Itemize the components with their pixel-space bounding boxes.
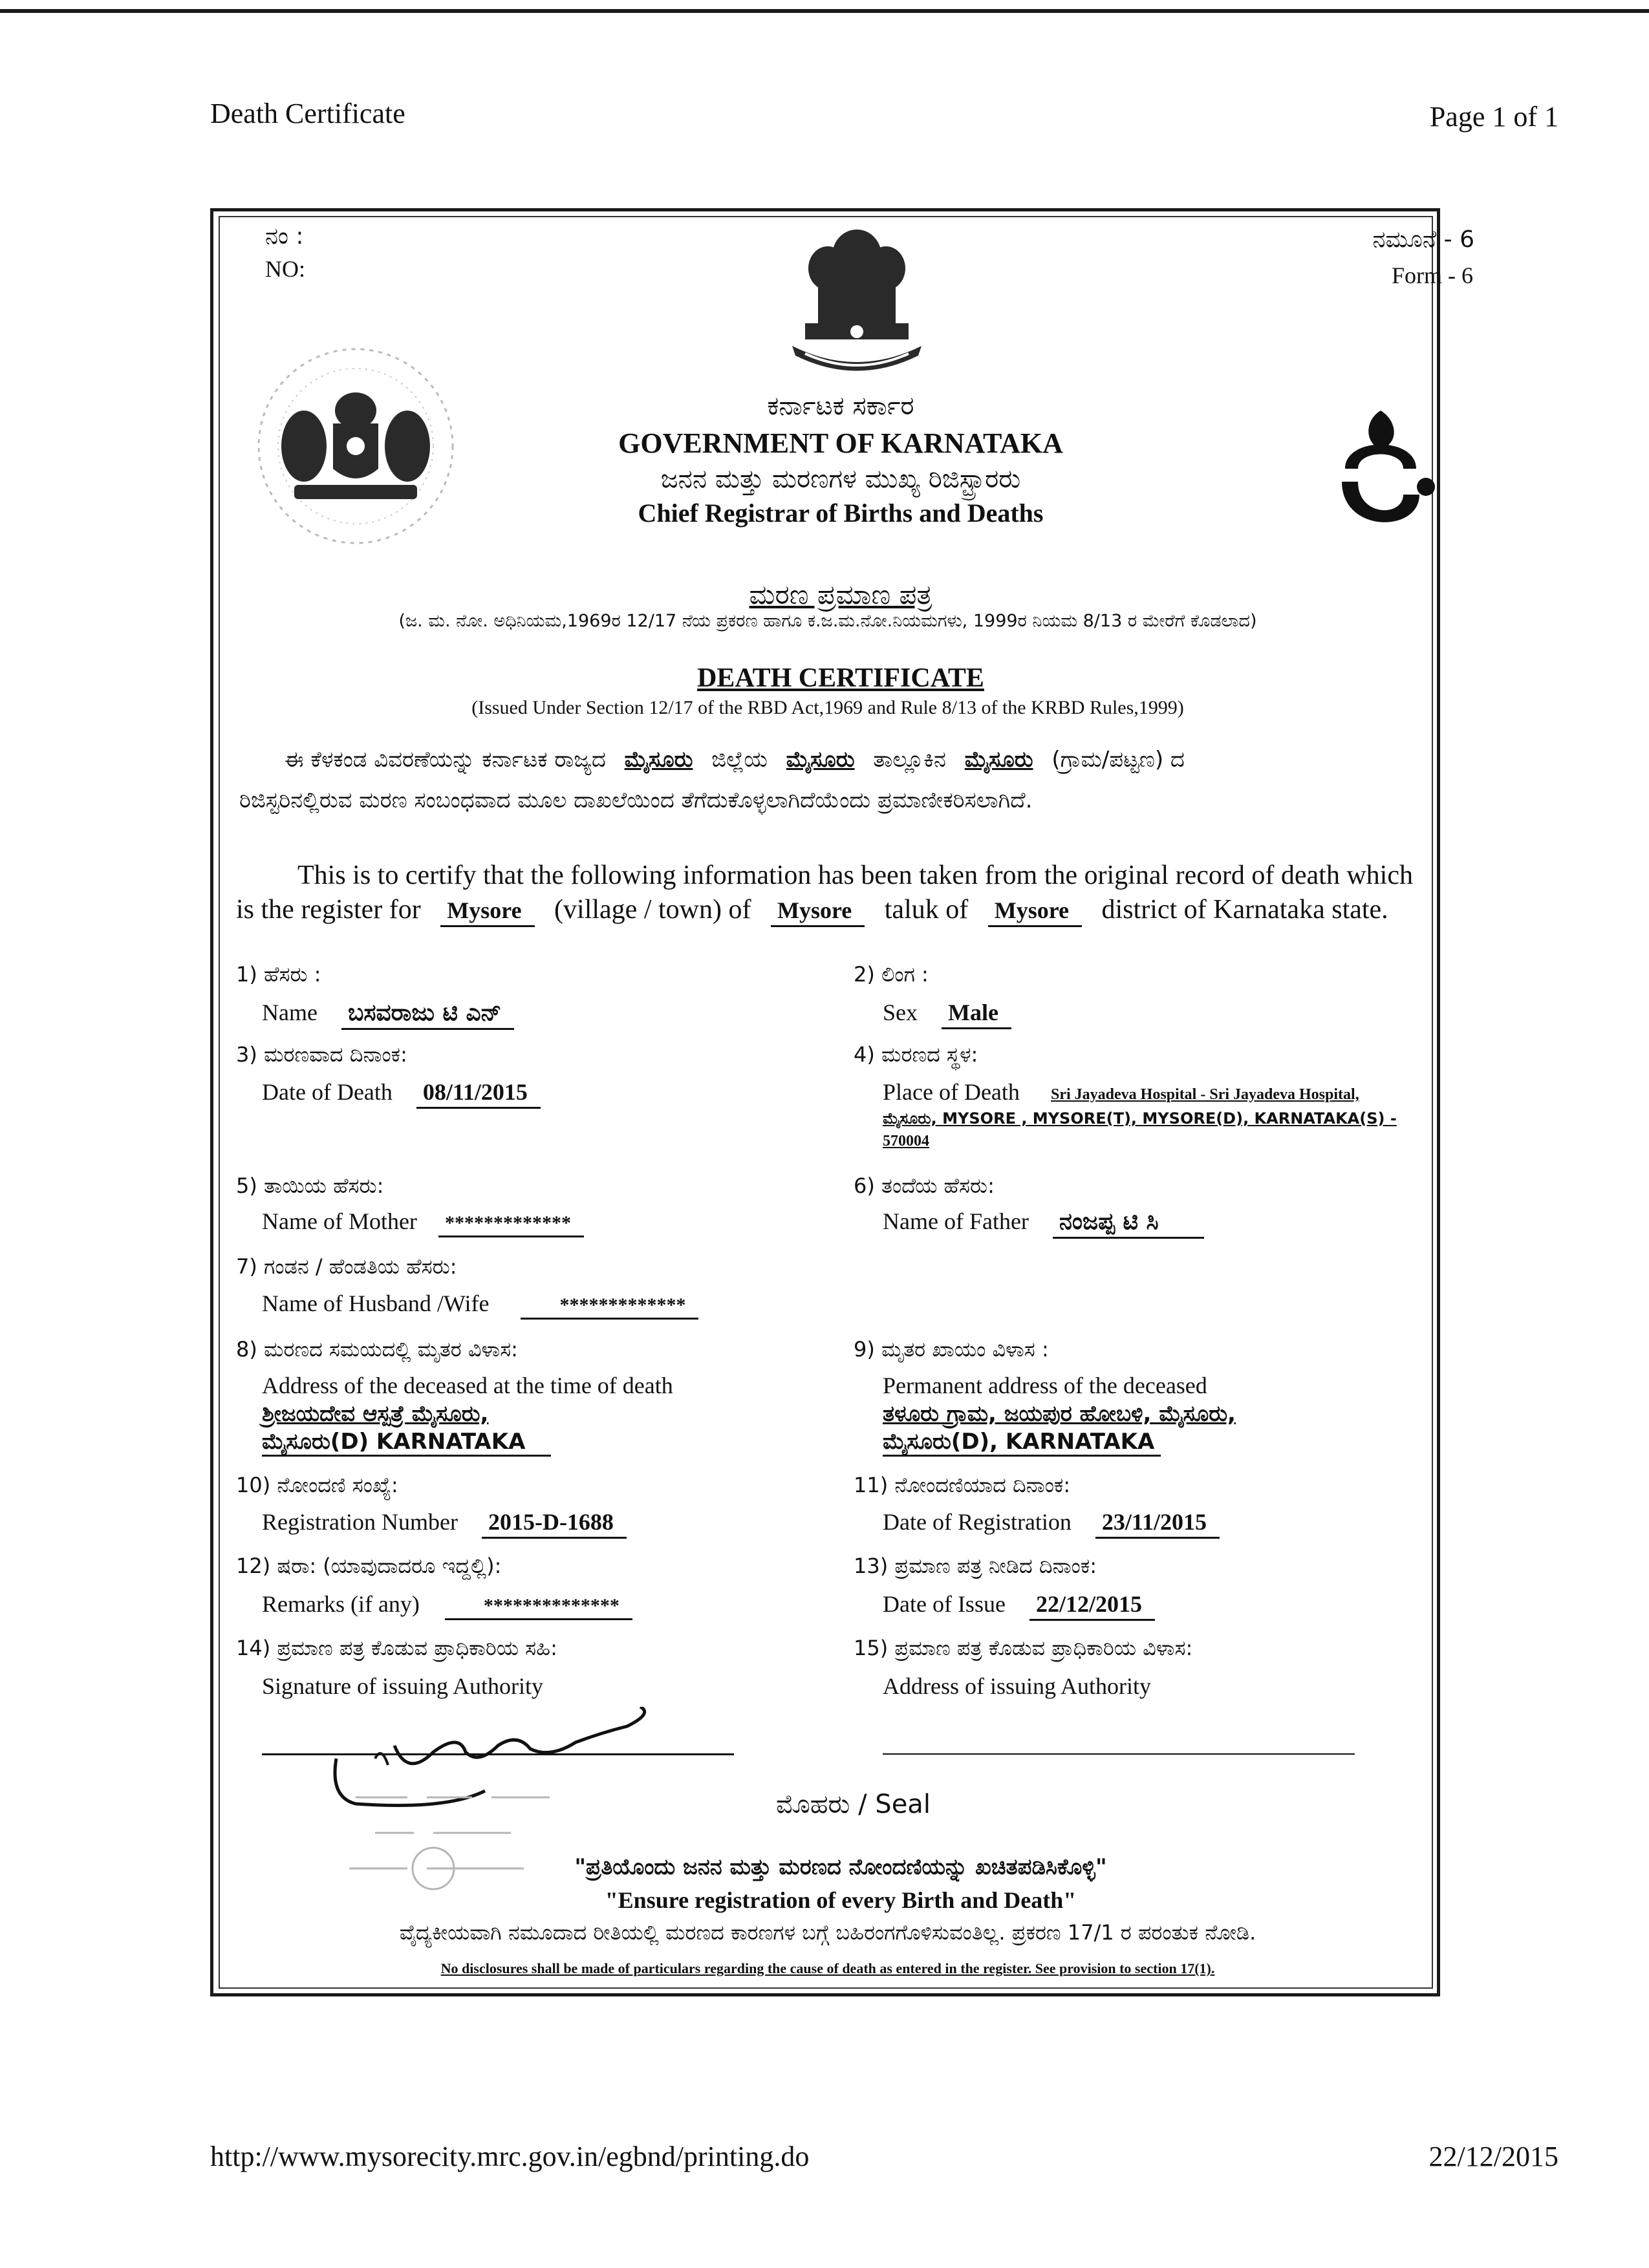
field-9-label-kn: 9) ಮೃತರ ಖಾಯಂ ವಿಳಾಸ : xyxy=(854,1337,1049,1362)
en-cert-paragraph-line1: This is to certify that the following information has been taken from the original record of death which xyxy=(297,861,1413,890)
spouse-name-value: ************* xyxy=(521,1294,698,1320)
kn-town-value: ಮೈಸೂರು xyxy=(964,747,1033,773)
page-footer-date: 22/12/2015 xyxy=(1428,2141,1558,2172)
field-10-label-en: Registration Number xyxy=(262,1509,458,1535)
kn-cert-paragraph-line2: ರಿಜಿಸ್ಟರಿನಲ್ಲಿರುವ ಮರಣ ಸಂಬಂಧವಾದ ಮೂಲ ದಾಖಲೆಯಿಂದ ತೆಗೆದುಕೊಳ್ಳಲಾಗಿದೆಯೆಂದು ಪ್ರಮಾಣೀಕರಿಸಲಾಗಿದೆ. xyxy=(239,787,1033,813)
mother-name-value: ************* xyxy=(438,1212,584,1237)
page-header-pagenum: Page 1 of 1 xyxy=(1429,101,1558,133)
form-no-kn: ನಮೂನೆ - 6 xyxy=(1372,226,1474,253)
kn-para-text-b: ಜಿಲ್ಲೆಯ xyxy=(711,747,768,773)
field-mother xyxy=(262,1208,584,1237)
field-name xyxy=(262,999,514,1030)
date-of-registration-value: 23/11/2015 xyxy=(1095,1508,1220,1539)
en-para-text-c: (village / town) of xyxy=(554,895,751,925)
gov-title-en: GOVERNMENT OF KARNATAKA xyxy=(618,427,1063,459)
en-para-text-d: taluk of xyxy=(884,895,969,925)
kn-district-value: ಮೈಸೂರು xyxy=(624,747,693,773)
field-5-label-kn: 5) ತಾಯಿಯ ಹೆಸರು: xyxy=(236,1173,384,1198)
act-reference-en: (Issued Under Section 12/17 of the RBD Act,1969 and Rule 8/13 of the KRBD Rules,1999) xyxy=(471,697,1184,718)
registration-logo-icon xyxy=(1319,398,1442,540)
cause-disclosure-kn: ವೈದ್ಯಕೀಯವಾಗಿ ನಮೂದಾದ ರೀತಿಯಲ್ಲಿ ಮರಣದ ಕಾರಣಗಳ ಬಗ್ಗೆ ಬಹಿರಂಗಗೊಳಿಸುವಂತಿಲ್ಲ. ಪ್ರಕರಣ 17/1 ರ ಪರಂತುಕ ನೋಡಿ. xyxy=(399,1920,1256,1945)
date-of-death-value: 08/11/2015 xyxy=(416,1078,541,1109)
field-13-label-kn: 13) ಪ್ರಮಾಣ ಪತ್ರ ನೀಡಿದ ದಿನಾಂಕ: xyxy=(854,1554,1097,1578)
field-4-label-en: Place of Death xyxy=(883,1079,1020,1105)
address-at-death-line2: ಮೈಸೂರು(D) KARNATAKA xyxy=(262,1429,551,1457)
en-village-value: Mysore xyxy=(440,897,534,927)
field-date-of-registration xyxy=(883,1508,1220,1539)
form-no-en: Form - 6 xyxy=(1392,262,1473,288)
field-7-label-en: Name of Husband /Wife xyxy=(262,1290,490,1316)
en-para-text-b: is the register for xyxy=(236,895,421,925)
field-9-label-en: Permanent address of the deceased xyxy=(883,1373,1207,1398)
top-rule xyxy=(0,9,1649,13)
field-date-of-death xyxy=(262,1078,541,1109)
registration-number-value: 2015-D-1688 xyxy=(482,1508,627,1539)
field-11-label-kn: 11) ನೋಂದಣಿಯಾದ ದಿನಾಂಕ: xyxy=(854,1473,1071,1497)
cert-no-kn: ನಂ : xyxy=(265,223,304,250)
field-date-of-issue xyxy=(883,1590,1155,1621)
page-footer-url: http://www.mysorecity.mrc.gov.in/egbnd/printing.do xyxy=(210,2141,810,2172)
ensure-registration-kn: "ಪ್ರತಿಯೊಂದು ಜನನ ಮತ್ತು ಮರಣದ ನೋಂದಣಿಯನ್ನು ಖಚಿತಪಡಿಸಿಕೊಳ್ಳಿ" xyxy=(574,1854,1107,1880)
field-6-label-kn: 6) ತಂದೆಯ ಹೆಸರು: xyxy=(854,1173,995,1198)
en-taluk-value: Mysore xyxy=(771,897,865,927)
registrar-title-kn: ಜನನ ಮತ್ತು ಮರಣಗಳ ಮುಖ್ಯ ರಿಜಿಸ್ಟ್ರಾರರು xyxy=(660,464,1021,494)
field-spouse xyxy=(262,1290,698,1320)
date-of-issue-value: 22/12/2015 xyxy=(1029,1590,1155,1621)
field-1-label-en: Name xyxy=(262,1000,318,1025)
cert-title-en: DEATH CERTIFICATE xyxy=(697,663,984,693)
field-7-label-kn: 7) ಗಂಡನ / ಹೆಂಡತಿಯ ಹೆಸರು: xyxy=(236,1254,457,1279)
place-of-death-line1: Sri Jayadeva Hospital - Sri Jayadeva Hospital, xyxy=(1051,1086,1359,1103)
field-14-label-kn: 14) ಪ್ರಮಾಣ ಪತ್ರ ಕೊಡುವ ಪ್ರಾಧಿಕಾರಿಯ ಸಹಿ: xyxy=(236,1636,557,1660)
kn-cert-paragraph-line1 xyxy=(239,747,1423,773)
address-at-death-line1: ಶ್ರೀಜಯದೇವ ಆಸ್ಪತ್ರೆ ಮೈಸೂರು, xyxy=(262,1401,489,1427)
field-15-label-en: Address of issuing Authority xyxy=(883,1673,1152,1699)
field-10-label-kn: 10) ನೋಂದಣಿ ಸಂಖ್ಯೆ: xyxy=(236,1473,398,1497)
field-11-label-en: Date of Registration xyxy=(883,1509,1072,1535)
sex-value: Male xyxy=(942,999,1011,1029)
field-5-label-en: Name of Mother xyxy=(262,1208,417,1234)
permanent-address-line1: ತಳೂರು ಗ್ರಾಮ, ಜಯಪುರ ಹೋಬಳಿ, ಮೈಸೂರು, xyxy=(883,1401,1236,1427)
field-father xyxy=(883,1208,1204,1239)
cause-disclosure-en: No disclosures shall be made of particulars regarding the cause of death as entered in the register. See provision to section 17(1). xyxy=(440,1960,1215,1976)
field-sex xyxy=(883,999,1011,1029)
kn-para-text-d: (ಗ್ರಾಮ/ಪಟ್ಟಣ) ದ xyxy=(1051,747,1185,773)
field-12-label-en: Remarks (if any) xyxy=(262,1591,420,1617)
field-remarks xyxy=(262,1590,632,1620)
national-emblem-icon xyxy=(766,217,947,385)
authority-address-line xyxy=(883,1753,1355,1755)
en-district-value: Mysore xyxy=(988,897,1082,927)
en-cert-paragraph-line2 xyxy=(236,894,1426,927)
en-para-text-e: district of Karnataka state. xyxy=(1101,895,1388,925)
field-1-label-kn: 1) ಹೆಸರು : xyxy=(236,962,321,987)
place-of-death-line2: ಮೈಸೂರು, MYSORE , MYSORE(T), MYSORE(D), KARNATAKA(S) - xyxy=(883,1109,1397,1128)
field-2-label-en: Sex xyxy=(883,1000,918,1025)
seal-label: ಮೊಹರು / Seal xyxy=(776,1790,931,1819)
page-header-title: Death Certificate xyxy=(210,98,405,129)
kn-para-text-a: ಈ ಕೆಳಕಂಡ ವಿವರಣೆಯನ್ನು ಕರ್ನಾಟಕ ರಾಜ್ಯದ xyxy=(285,747,606,773)
field-3-label-kn: 3) ಮರಣವಾದ ದಿನಾಂಕ: xyxy=(236,1042,407,1067)
remarks-value: ************** xyxy=(445,1595,632,1620)
field-8-label-kn: 8) ಮರಣದ ಸಮಯದಲ್ಲಿ ಮೃತರ ವಿಳಾಸ: xyxy=(236,1337,518,1362)
field-3-label-en: Date of Death xyxy=(262,1079,393,1105)
cert-no-en: NO: xyxy=(265,256,305,282)
father-name-value: ನಂಜಪ್ಪ ಟಿ ಸಿ xyxy=(1053,1208,1204,1239)
ensure-registration-en: "Ensure registration of every Birth and Death" xyxy=(605,1887,1077,1913)
field-8-label-en: Address of the deceased at the time of death xyxy=(262,1373,673,1398)
place-of-death-line3: 570004 xyxy=(883,1133,929,1150)
name-value: ಬಸವರಾಜು ಟಿ ಎನ್ xyxy=(341,1000,514,1030)
cert-title-kn: ಮರಣ ಪ್ರಮಾಣ ಪತ್ರ xyxy=(749,579,932,610)
field-registration-number xyxy=(262,1508,627,1539)
kn-para-text-c: ತಾಲ್ಲೂಕಿನ xyxy=(873,747,946,773)
kn-taluk-value: ಮೈಸೂರು xyxy=(786,747,855,773)
field-14-label-en: Signature of issuing Authority xyxy=(262,1673,543,1699)
field-12-label-kn: 12) ಷರಾ: (ಯಾವುದಾದರೂ ಇದ್ದಲ್ಲಿ): xyxy=(236,1554,502,1578)
field-2-label-kn: 2) ಲಿಂಗ : xyxy=(854,962,929,987)
permanent-address-line2: ಮೈಸೂರು(D), KARNATAKA xyxy=(883,1429,1161,1457)
act-reference-kn: (ಜ. ಮ. ನೋ. ಅಧಿನಿಯಮ,1969ರ 12/17 ನೆಯ ಪ್ರಕರಣ ಹಾಗೂ ಕ.ಜ.ಮ.ನೋ.ನಿಯಮಗಳು, 1999ರ ನಿಯಮ 8/13 ರ ಮೇರೆಗೆ ಕೊಡಲಾದ) xyxy=(398,611,1257,631)
field-13-label-en: Date of Issue xyxy=(883,1591,1006,1617)
karnataka-seal-icon xyxy=(249,339,462,553)
field-4-label-kn: 4) ಮರಣದ ಸ್ಥಳ: xyxy=(854,1042,978,1067)
gov-title-kn: ಕರ್ನಾಟಕ ಸರ್ಕಾರ xyxy=(767,391,914,421)
field-6-label-en: Name of Father xyxy=(883,1208,1029,1234)
registrar-title-en: Chief Registrar of Births and Deaths xyxy=(638,498,1044,528)
field-15-label-kn: 15) ಪ್ರಮಾಣ ಪತ್ರ ಕೊಡುವ ಪ್ರಾಧಿಕಾರಿಯ ವಿಳಾಸ: xyxy=(854,1636,1193,1660)
